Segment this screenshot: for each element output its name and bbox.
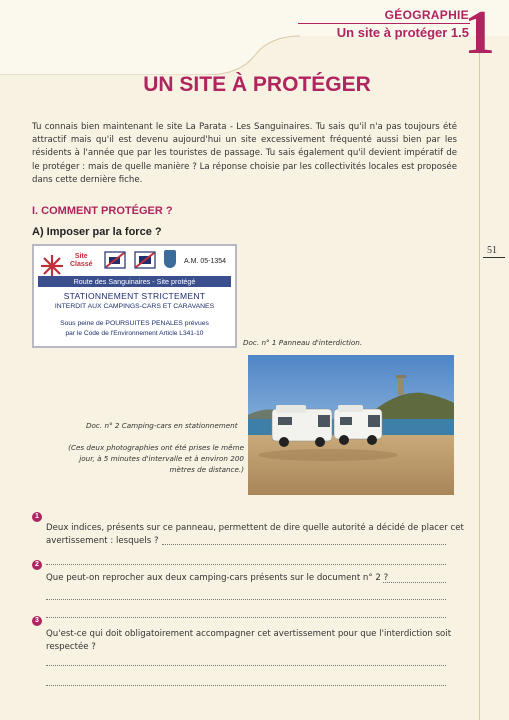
sign-stationnement: STATIONNEMENT STRICTEMENT xyxy=(63,291,206,301)
question-2-text: Que peut-on reprocher aux deux camping-cars présents sur le document n° 2 ? xyxy=(46,573,389,583)
lesson-label: Un site à protéger 1.5 xyxy=(336,25,469,40)
page-number-rule xyxy=(483,257,505,258)
question-2-number: 2 xyxy=(32,560,42,570)
sign-photo xyxy=(32,244,237,348)
camping-cars-photo xyxy=(248,355,454,495)
sign-route: Route des Sanguinaires - Site protégé xyxy=(38,276,231,287)
question-3-number: 3 xyxy=(32,616,42,626)
margin-rule xyxy=(479,36,480,720)
subsection-heading: A) Imposer par la force ? xyxy=(32,226,162,238)
question-1-answer-line-1[interactable] xyxy=(162,543,446,545)
sign-site-classe: Site Classé xyxy=(70,253,93,268)
sign-am: A.M. 05-1354 xyxy=(184,258,227,265)
sign-interdit: INTERDIT AUX CAMPINGS-CARS ET CARAVANES xyxy=(54,303,215,310)
header-divider xyxy=(298,23,470,24)
subject-label: GÉOGRAPHIE xyxy=(384,8,469,22)
doc1-caption: Doc. n° 1 Panneau d'interdiction. xyxy=(243,338,363,347)
question-1-number: 1 xyxy=(32,512,42,522)
chapter-number: 1 xyxy=(464,0,495,67)
question-3-answer-line-1[interactable] xyxy=(46,664,446,666)
page-number: 51 xyxy=(487,245,497,256)
sign-peine: Sous peine de POURSUITES PENALES prévues xyxy=(60,320,209,327)
question-1-answer-line-2[interactable] xyxy=(46,563,446,565)
question-3-answer-line-2[interactable] xyxy=(46,684,446,686)
no-caravan-icon xyxy=(134,251,156,269)
question-2-answer-line-1[interactable] xyxy=(383,581,446,583)
question-2-answer-line-3[interactable] xyxy=(46,616,446,618)
section-heading: I. COMMENT PROTÉGER ? xyxy=(32,205,173,217)
crest-icon xyxy=(164,250,176,268)
doc2-caption: Doc. n° 2 Camping-cars en stationnement xyxy=(86,421,238,430)
question-1-text: Deux indices, présents sur ce panneau, permettent de dire quelle autorité a décidé de placer cet avertissement : lesquels ? xyxy=(46,523,464,547)
question-3-text: Qu'est-ce qui doit obligatoirement accompagner cet avertissement pour que l'interdiction soit respectée ? xyxy=(46,629,452,653)
no-camping-car-icon xyxy=(104,251,126,269)
page-title: UN SITE À PROTÉGER xyxy=(143,73,371,96)
intro-paragraph: Tu connais bien maintenant le site La Parata - Les Sanguinaires. Tu sais qu'il n'a pas toujours été attractif mais qu'il est devenu aujourd'hui un site excessivement fréquenté aussi bien par les résidents à l'année que par les touristes de passage. Tu sais également qu'il devient impératif de le protéger : mais de quelle manière ? La réponse choisie par les collectivités locales est proposée dans cette dernière fiche. xyxy=(32,122,457,185)
question-2-answer-line-2[interactable] xyxy=(46,598,446,600)
doc2-note: (Ces deux photographies ont été prises le même jour, à 5 minutes d'intervalle et à environ 200 mètres de distance.) xyxy=(68,443,244,474)
sign-code: par le Code de l'Environnement Article L341-10 xyxy=(65,330,204,337)
